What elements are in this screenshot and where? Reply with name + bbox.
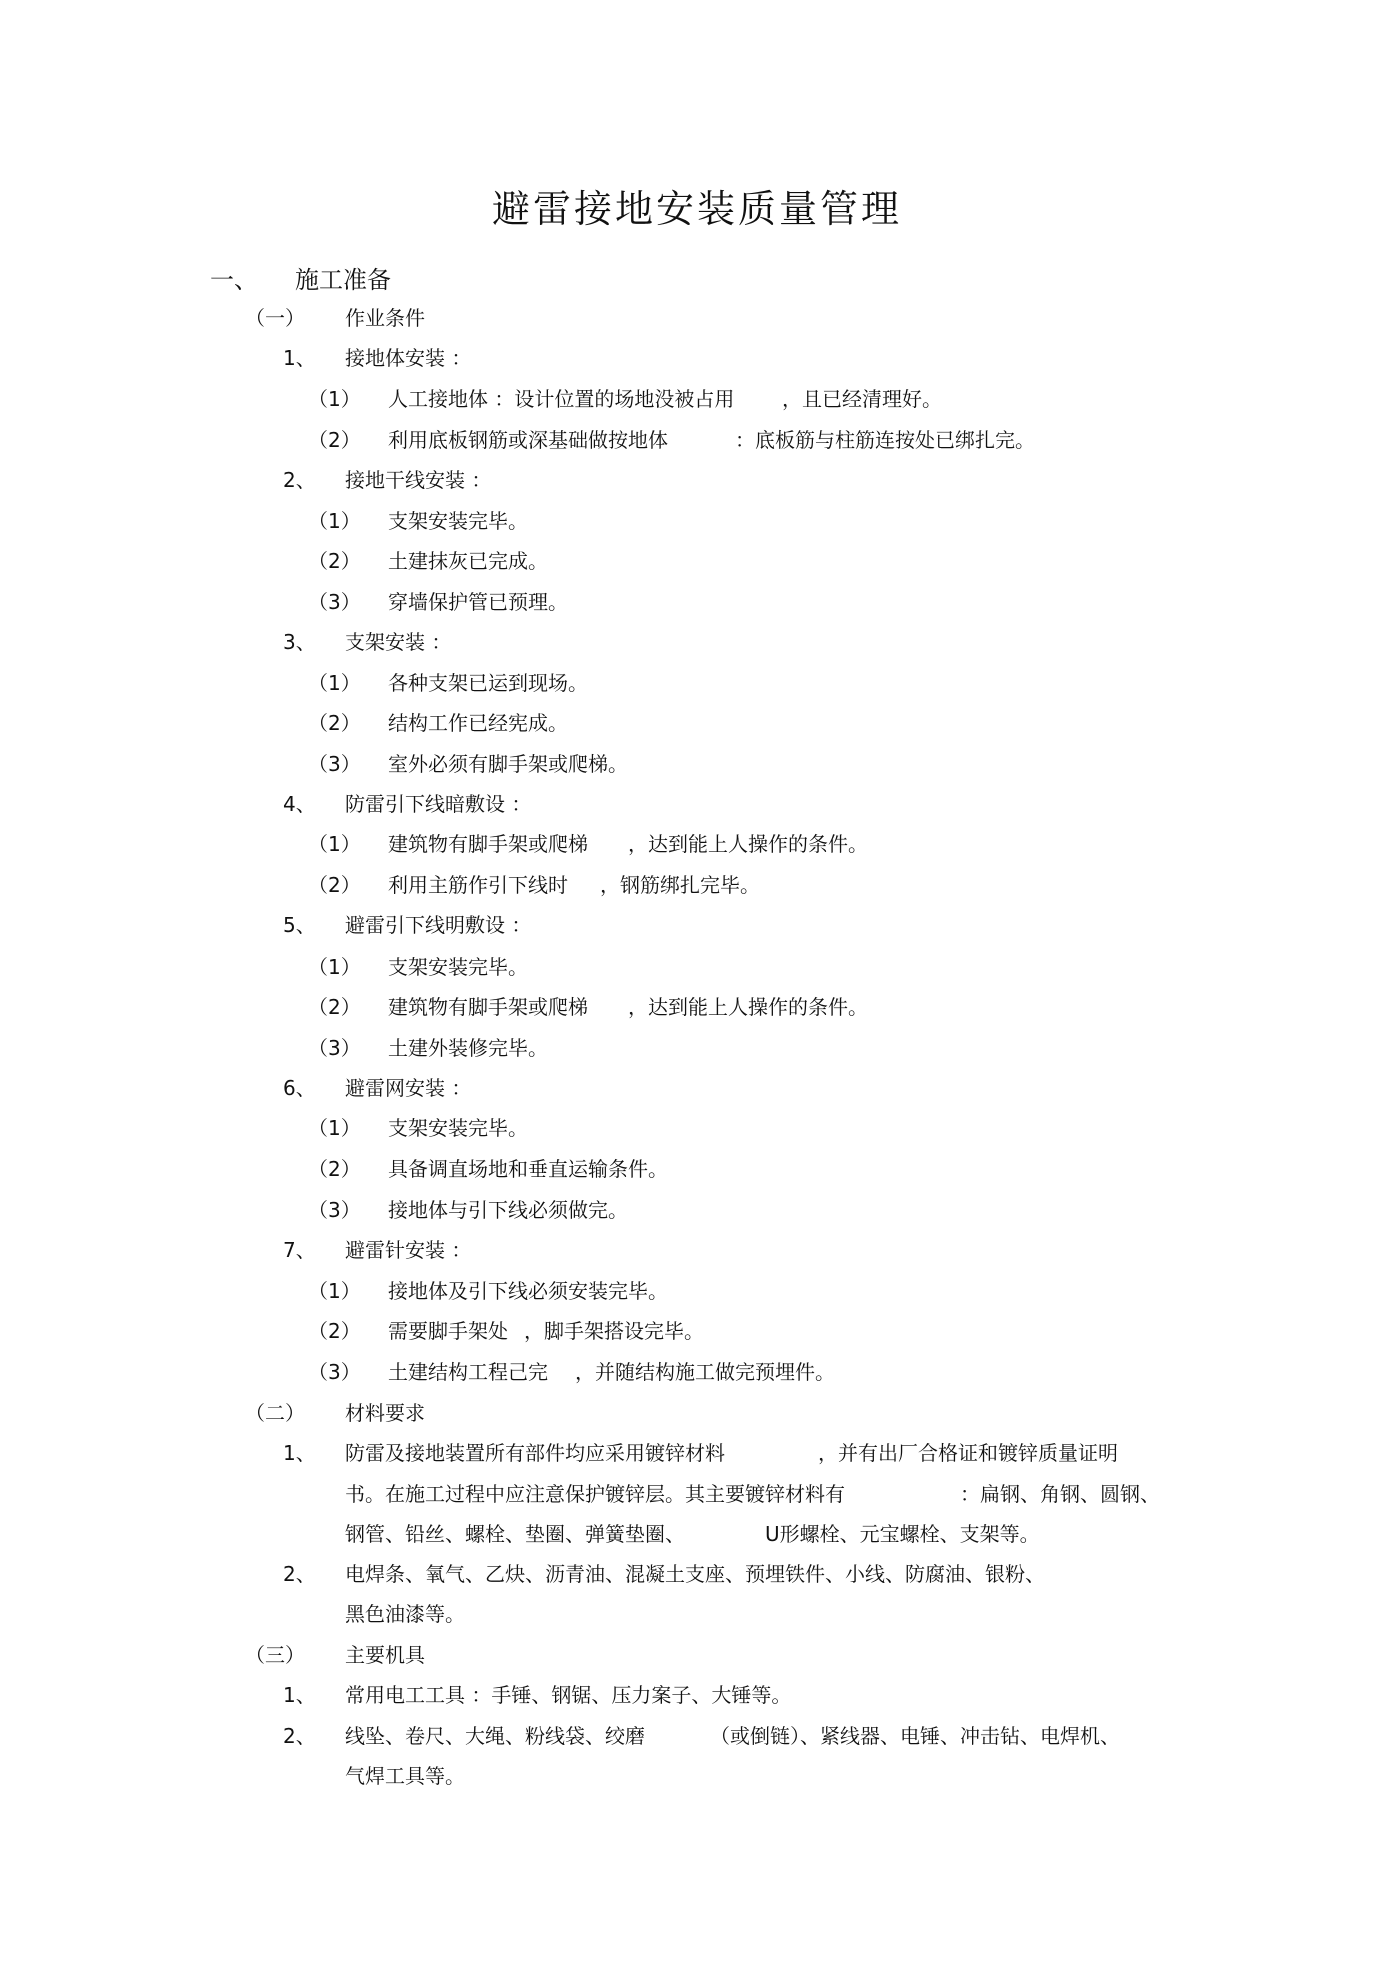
line-text: 土建外装修完毕。 <box>388 1036 548 1060</box>
line-number-label: （3） <box>308 1360 361 1384</box>
line-text: 接地体安装 ： <box>345 346 472 370</box>
line-text-segment: 防雷及接地装置所有部件均应采用镀锌材料 <box>345 1441 725 1465</box>
line-number-label: （一） <box>245 306 305 330</box>
line-text: 支架安装完毕。 <box>388 955 528 979</box>
line-number-label: 1、 <box>283 1683 316 1707</box>
line-text-segment: 书。在施工过程中应注意保护镀锌层。其主要镀锌材料有 <box>345 1482 845 1506</box>
line-number-label: （1） <box>308 955 361 979</box>
line-number-label: （3） <box>308 590 361 614</box>
line-text-segment: ：底板筋与柱筋连按处已绑扎完。 <box>735 428 1035 452</box>
line-text-segment: ，并有出厂合格证和镀锌质量证明 <box>818 1441 1118 1465</box>
line-number-label: （2） <box>308 1157 361 1181</box>
line-text: 施工准备 <box>295 266 391 294</box>
line-number-label: （2） <box>308 428 361 452</box>
line-number-label: （1） <box>308 509 361 533</box>
line-text: 防雷引下线暗敷设 ： <box>345 792 532 816</box>
line-text: 电焊条、氧气、乙炔、沥青油、混凝土支座、预埋铁件、小线、防腐油、银粉、 <box>345 1562 1045 1586</box>
line-number-label: （3） <box>308 1198 361 1222</box>
line-text: 室外必须有脚手架或爬梯。 <box>388 752 628 776</box>
line-number-label: （2） <box>308 549 361 573</box>
line-number-label: 一、 <box>210 266 258 294</box>
line-number-label: （二） <box>245 1401 305 1425</box>
line-number-label: （1） <box>308 1279 361 1303</box>
line-text: 接地干线安装 ： <box>345 468 492 492</box>
line-text-segment: 人工接地体 ：设计位置的场地没被占用 <box>388 387 735 411</box>
line-text: 常用电工工具 ：手锤、钢锯、压力案子、大锤等。 <box>345 1683 792 1707</box>
line-text: 结构工作已经宪成。 <box>388 711 568 735</box>
line-text: 接地体及引下线必须安装完毕。 <box>388 1279 668 1303</box>
line-number-label: 6、 <box>283 1076 316 1100</box>
line-number-label: （2） <box>308 1319 361 1343</box>
line-text: 作业条件 <box>345 306 425 330</box>
line-text: 土建抹灰已完成。 <box>388 549 548 573</box>
line-number-label: （2） <box>308 711 361 735</box>
line-number-label: 4、 <box>283 792 316 816</box>
line-text-segment: ，脚手架搭设完毕。 <box>524 1319 704 1343</box>
line-text-segment: ，达到能上人操作的条件。 <box>628 995 868 1019</box>
line-text-segment: ，且已经清理好。 <box>782 387 942 411</box>
line-text: 主要机具 <box>345 1643 425 1667</box>
line-number-label: （1） <box>308 671 361 695</box>
line-text: 具备调直场地和垂直运输条件。 <box>388 1157 668 1181</box>
line-text: 避雷针安装 ： <box>345 1238 472 1262</box>
line-number-label: 2、 <box>283 468 316 492</box>
line-text-segment: （或倒链）、紧线器、电锤、冲击钻、电焊机、 <box>710 1724 1120 1748</box>
line-number-label: （三） <box>245 1643 305 1667</box>
line-number-label: （1） <box>308 1116 361 1140</box>
line-text-segment: U形螺栓、元宝螺栓、支架等。 <box>765 1522 1040 1546</box>
line-text-segment: ，达到能上人操作的条件。 <box>628 832 868 856</box>
line-text-segment: 建筑物有脚手架或爬梯 <box>388 995 588 1019</box>
line-text-segment: 土建结构工程己完 <box>388 1360 548 1384</box>
line-text-segment: 需要脚手架处 <box>388 1319 508 1343</box>
line-text: 各种支架已运到现场。 <box>388 671 588 695</box>
line-text-segment: ：扁钢、角钢、圆钢、 <box>960 1482 1160 1506</box>
line-text: 支架安装完毕。 <box>388 1116 528 1140</box>
line-text: 材料要求 <box>345 1401 425 1425</box>
line-text-segment: 利用底板钢筋或深基础做按地体 <box>388 428 668 452</box>
line-text-segment: 利用主筋作引下线时 <box>388 873 568 897</box>
line-number-label: （3） <box>308 1036 361 1060</box>
line-number-label: （2） <box>308 873 361 897</box>
line-text-segment: 钢管、铅丝、螺栓、垫圈、弹簧垫圈、 <box>345 1522 685 1546</box>
line-number-label: （2） <box>308 995 361 1019</box>
line-number-label: 5、 <box>283 913 316 937</box>
line-text-segment: 建筑物有脚手架或爬梯 <box>388 832 588 856</box>
document-title: 避雷接地安装质量管理 <box>491 187 902 231</box>
line-number-label: （3） <box>308 752 361 776</box>
line-number-label: （1） <box>308 387 361 411</box>
line-text: 避雷网安装 ： <box>345 1076 472 1100</box>
line-text-segment: ，钢筋绑扎完毕。 <box>600 873 760 897</box>
line-text: 接地体与引下线必须做完。 <box>388 1198 628 1222</box>
line-text-segment: 线坠、卷尺、大绳、粉线袋、绞磨 <box>345 1724 645 1748</box>
line-text: 避雷引下线明敷设 ： <box>345 913 532 937</box>
line-number-label: 1、 <box>283 1441 316 1465</box>
line-number-label: 2、 <box>283 1562 316 1586</box>
line-text: 穿墙保护管已预理。 <box>388 590 568 614</box>
line-text: 支架安装完毕。 <box>388 509 528 533</box>
line-number-label: （1） <box>308 832 361 856</box>
line-text-segment: ，并随结构施工做完预埋件。 <box>575 1360 835 1384</box>
line-number-label: 7、 <box>283 1238 316 1262</box>
line-text: 支架安装 ： <box>345 630 452 654</box>
line-text: 气焊工具等。 <box>345 1764 465 1788</box>
line-number-label: 3、 <box>283 630 316 654</box>
line-number-label: 1、 <box>283 346 316 370</box>
line-text: 黑色油漆等。 <box>345 1602 465 1626</box>
line-number-label: 2、 <box>283 1724 316 1748</box>
